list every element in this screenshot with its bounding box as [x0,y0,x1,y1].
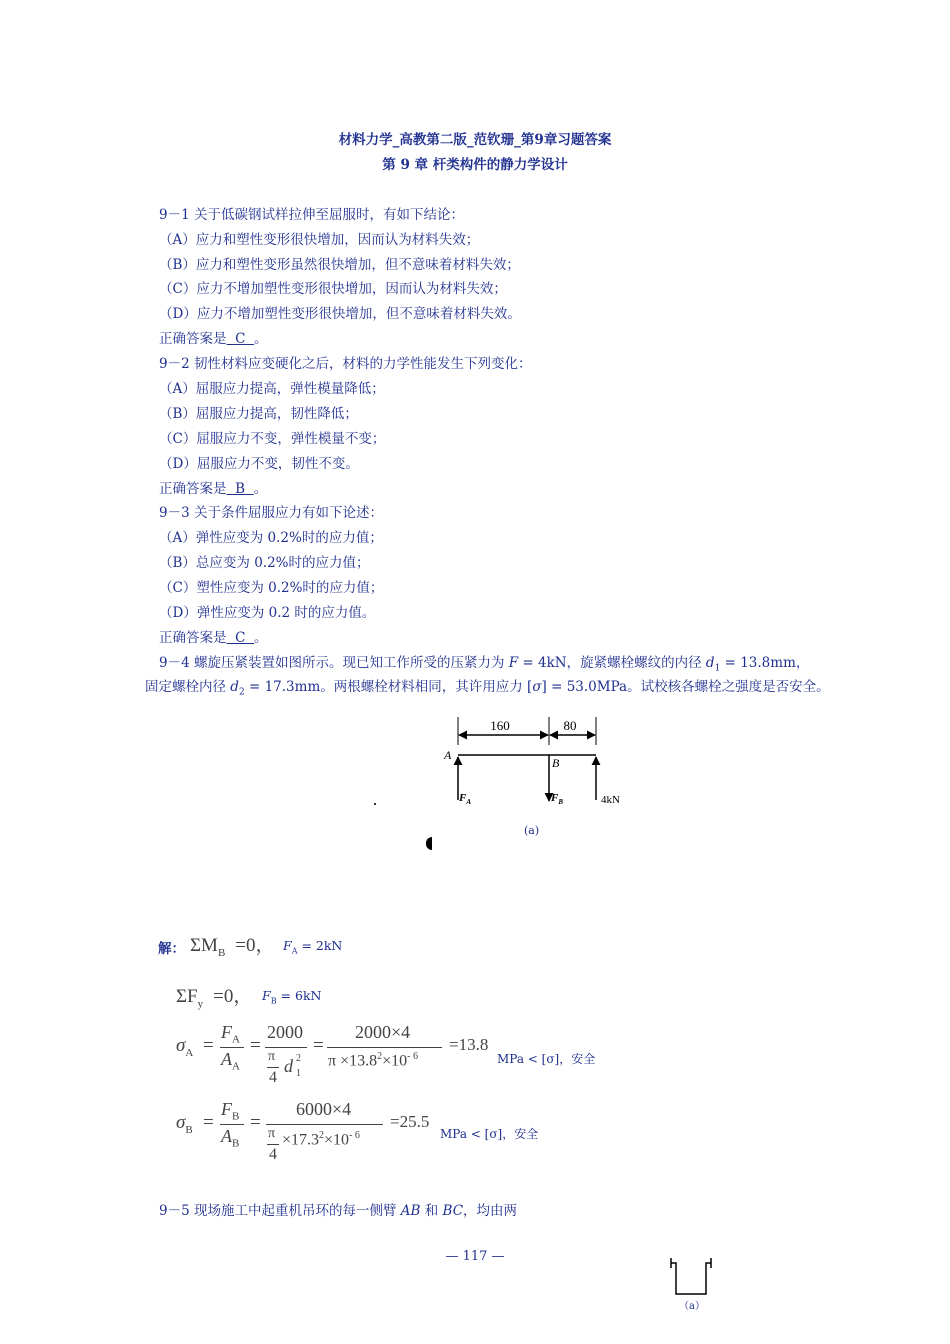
answer-prefix: 正确答案是 [159,331,227,347]
q1-option-c: （C）应力不增加塑性变形很快增加，因而认为材料失效； [159,281,507,297]
sigma-a: $\sigma_A$ [176,1035,194,1059]
eq-force [176,981,252,1010]
result-13-8: =13.8 [449,1035,489,1054]
var: F [283,938,292,953]
force-b-label: $F_B$ [551,792,564,806]
q4-line1 [159,651,809,674]
q1-stem: 9－1 关于低碳钢试样拉伸至屈服时，有如下结论： [159,207,464,223]
result-fa [283,938,342,956]
equals: = [203,1112,214,1133]
answer-suffix: 。 [254,630,268,646]
q1-answer [159,327,268,347]
d1-squared: d [284,1056,293,1076]
q1-option-d: （D）应力不增加塑性变形很快增加，但不意味着材料失效。 [159,306,521,322]
q3-option-b: （B）总应变为 0.2%时的应力值； [159,555,370,571]
numerator-2000: 2000 [267,1022,303,1042]
unit-safe-b: MPa < [σ]，安全 [440,1127,539,1141]
answer-suffix: 。 [254,331,268,347]
fraction-bar [265,1047,307,1048]
equals: = [250,1035,261,1056]
text: = 13.8mm， [720,655,810,671]
sum-m: ΣM [190,935,218,956]
answer-value: C [226,630,254,646]
sum-f: ΣF [176,986,198,1007]
fa-numerator: $F_A$ [221,1022,240,1046]
document-title: 材料力学_高教第二版_范钦珊_第9章习题答案 [338,132,612,148]
var-sigma: σ [532,679,542,695]
eq-moment [190,930,275,959]
var-d: d [230,679,239,695]
dim-label-160: 160 [490,718,510,733]
hook-diagram-partial [668,1258,718,1300]
text: 9－4 螺旋压紧装置如图所示。现已知工作所受的压紧力为 [159,655,509,671]
var: F [262,988,271,1003]
beam-diagram [430,715,640,815]
var-ab: AB [400,1203,421,1219]
superscript: 2 [296,1053,301,1064]
chapter-title: 第 9 章 杆类构件的静力学设计 [382,157,568,173]
text: = 4kN，旋紧螺栓螺纹的内径 [518,655,706,671]
dim-label-80: 80 [563,718,577,733]
var-d: d [705,655,715,671]
result-25-5: =25.5 [390,1112,430,1131]
answer-value: C [226,331,254,347]
text: = 17.3mm。两根螺栓材料相同，其许用应力 [ [244,679,533,695]
subscript: 2 [238,687,245,698]
q2-answer [159,477,267,497]
text: ] = 53.0MPa。试校核各螺栓之强度是否安全。 [541,679,830,695]
answer-suffix: 。 [253,481,268,497]
answer-value: B [226,481,254,497]
denominator: $\times 17.3^2\times 10^{- 6}$ [282,1130,360,1149]
text: 9－5 现场施工中起重机吊环的每一侧臂 [159,1203,401,1219]
q2-option-a: （A）屈服应力提高，弹性模量降低； [159,381,385,397]
subscript: B [270,996,277,1006]
value: = 6kN [276,988,322,1003]
denominator: $\pi \times 13.8^2\times 10^{- 6}$ [328,1051,418,1070]
pi: π [268,1049,276,1064]
result-fb [262,988,321,1006]
var-bc: BC [442,1203,464,1219]
numerator-2000x4: 2000×4 [355,1022,411,1042]
text: 固定螺栓内径 [145,679,231,695]
q3-option-d: （D）弹性应变为 0.2 时的应力值。 [159,605,376,621]
q3-option-c: （C）塑性应变为 0.2%时的应力值； [159,580,384,596]
answer-prefix: 正确答案是 [159,630,227,646]
figure-caption-bottom: （a） [679,1301,705,1312]
q3-option-a: （A）弹性应变为 0.2%时的应力值； [159,530,383,546]
q2-option-d: （D）屈服应力不变，韧性不变。 [159,456,359,472]
sigma-b: $\sigma_B$ [176,1112,193,1136]
pi: π [268,1126,276,1141]
force-a-label: $F_A$ [459,792,472,806]
fraction-bar [220,1047,244,1048]
four: 4 [269,1146,277,1163]
equals-zero: =0， [213,986,253,1007]
q3-stem: 9－3 关于条件屈服应力有如下论述： [159,505,383,521]
fraction-bar [266,1124,383,1125]
four: 4 [269,1069,277,1086]
equals: = [250,1112,261,1133]
var-f: F [508,655,519,671]
value: = 2kN [297,938,343,953]
page-number: — 117 — [445,1249,505,1264]
q2-option-c: （C）屈服应力不变，弹性模量不变； [159,431,386,447]
q2-option-b: （B）屈服应力提高，韧性降低； [159,406,358,422]
equals: = [203,1035,214,1056]
q3-answer [159,626,268,646]
q5-stem [159,1199,517,1219]
subscript: A [291,946,298,956]
answer-prefix: 正确答案是 [159,481,227,497]
fraction-bar [267,1067,279,1068]
text: ，均由两 [463,1203,518,1219]
equals-zero: =0， [235,935,275,956]
q1-option-a: （A）应力和塑性变形很快增加，因而认为材料失效； [159,232,480,248]
aa-denominator: $A_A$ [221,1049,240,1073]
figure-caption: (a) [524,824,540,837]
text: 和 [420,1203,443,1219]
fb-numerator: $F_B$ [221,1099,240,1123]
fraction-bar [220,1124,244,1125]
label-b: B [552,756,560,770]
q1-option-b: （B）应力和塑性变形虽然很快增加，但不意味着材料失效； [159,257,520,273]
label-a: A [444,748,452,762]
ab-denominator: $A_B$ [221,1126,240,1150]
q4-line2 [145,675,830,698]
subscript: B [217,946,226,959]
load-label: 4kN [601,794,620,806]
equals: = [313,1035,324,1056]
stray-dot [374,803,376,805]
q2-stem: 9－2 韧性材料应变硬化之后，材料的力学性能发生下列变化： [159,356,532,372]
fraction-bar [327,1047,442,1048]
subscript: y [197,997,204,1010]
subscript: 1 [296,1068,301,1079]
subscript: 1 [714,663,721,674]
half-circle-mark [426,837,432,850]
fraction-bar [267,1144,279,1145]
solution-label: 解： [158,941,185,957]
unit-safe-a: MPa < [σ]，安全 [497,1052,596,1066]
numerator-6000x4: 6000×4 [296,1099,352,1119]
